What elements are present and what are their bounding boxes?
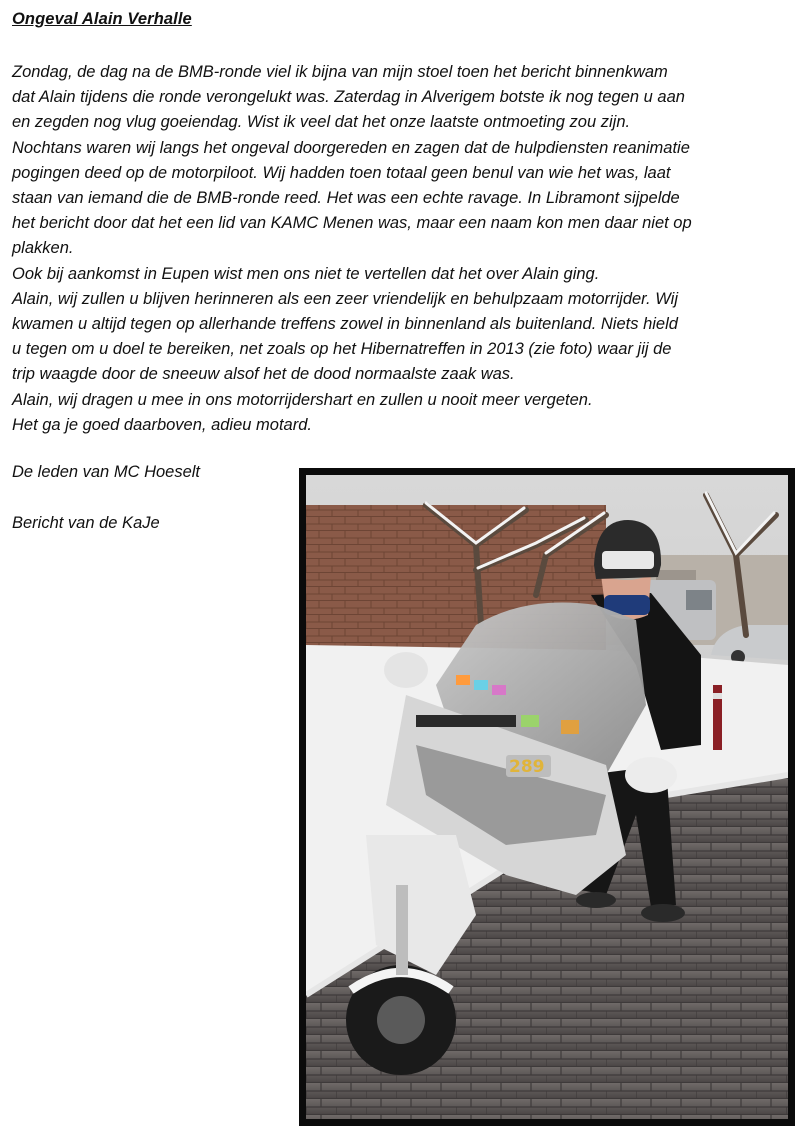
body-line: Zondag, de dag na de BMB-ronde viel ik bijna van mijn stoel toen het bericht binnenkwam bbox=[12, 63, 668, 81]
body-line: en zegden nog vlug goeiendag. Wist ik veel dat het onze laatste ontmoeting zou zijn. bbox=[12, 113, 631, 132]
body-line: pogingen deed op de motorpiloot. Wij hadden toen totaal geen benul van wie het was, laat bbox=[12, 163, 671, 182]
body-line: Alain, wij dragen u mee in ons motorrijdershart en zullen u nooit meer vergeten. bbox=[12, 390, 593, 409]
body-line: Ook bij aankomst in Eupen wist men ons niet te vertellen dat het over Alain ging. bbox=[12, 264, 600, 283]
photo-frame bbox=[299, 468, 795, 1126]
body-line: trip waagde door de sneeuw alsof het de dood normaalste zaak was. bbox=[12, 365, 515, 384]
body-line: Nochtans waren wij langs het ongeval doorgereden en zagen dat de hulpdiensten reanimatie bbox=[12, 138, 690, 157]
body-line: u tegen om u doel te bereiken, net zoals op het Hibernatreffen in 2013 (zie foto) waar jij de bbox=[12, 340, 672, 359]
snow-motorcycle-photo bbox=[306, 475, 788, 1119]
body-line: Alain, wij zullen u blijven herinneren als een zeer vriendelijk en behulpzaam motorrijder. Wij bbox=[12, 289, 678, 308]
body-line: staan van iemand die de BMB-ronde reed. Het was een echte ravage. In Libramont sijpelde bbox=[12, 189, 680, 208]
body-line: Het ga je goed daarboven, adieu motard. bbox=[12, 415, 312, 434]
body-line: plakken. bbox=[12, 239, 74, 258]
body-line: het bericht door dat het een lid van KAMC Menen was, maar een naam kon men daar niet op bbox=[12, 214, 692, 233]
document-title: Ongeval Alain Verhalle bbox=[12, 10, 192, 28]
body-line: kwamen u altijd tegen op allerhande treffens zowel in binnenland als buitenland. Niets hield bbox=[12, 315, 678, 334]
body-line: dat Alain tijdens die ronde verongelukt was. Zaterdag in Alverigem botste ik nog tegen u aan bbox=[12, 88, 685, 107]
source-credit: Bericht van de KaJe bbox=[12, 514, 160, 532]
signature: De leden van MC Hoeselt bbox=[12, 463, 201, 481]
article-body bbox=[12, 60, 800, 438]
race-number: 289 bbox=[509, 757, 545, 777]
